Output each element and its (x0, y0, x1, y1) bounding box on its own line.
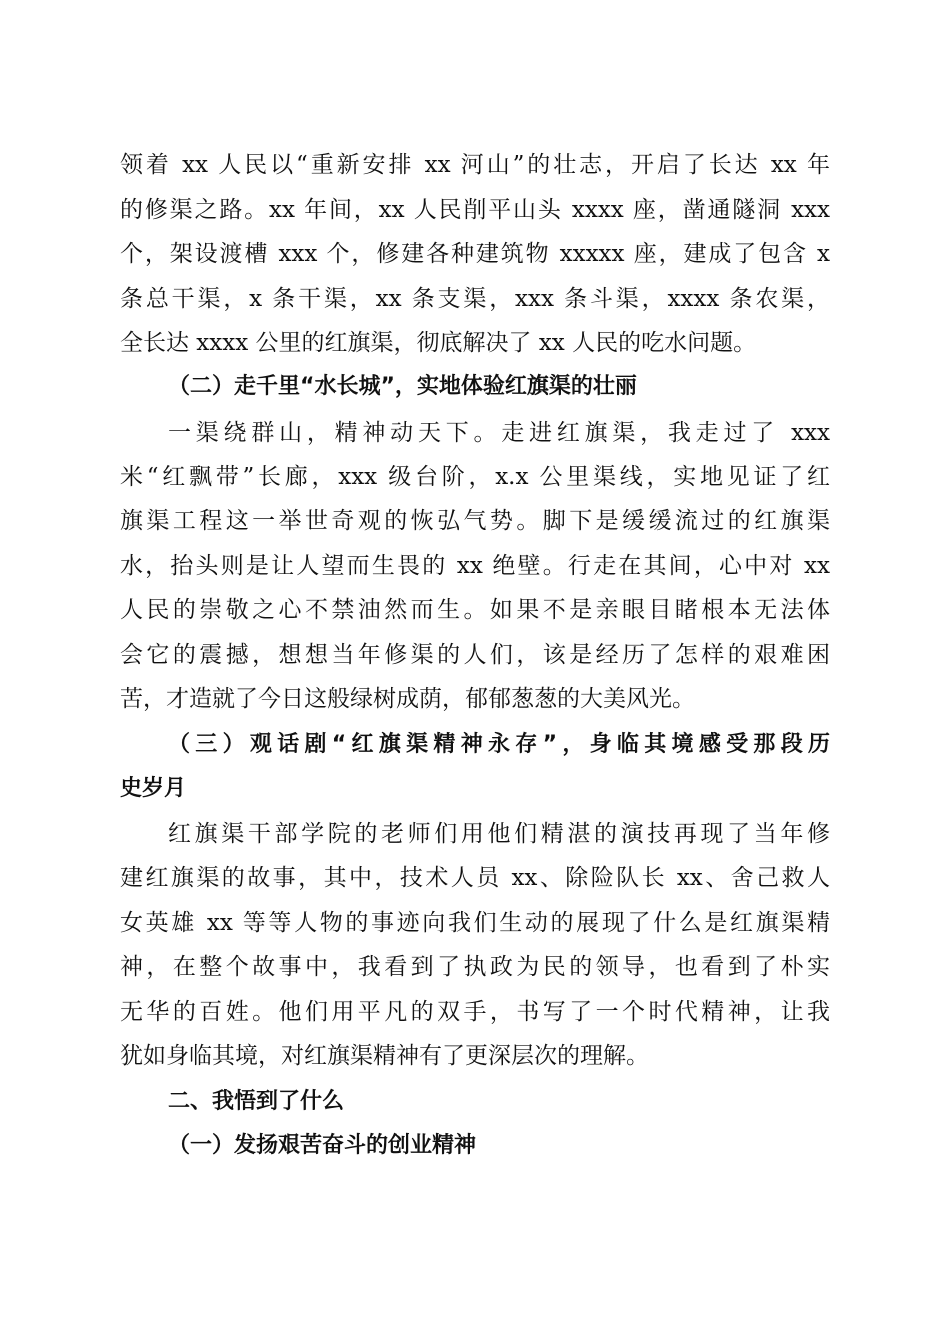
paragraph-line: 个，架设渡槽 xxx 个，修建各种建筑物 xxxxx 座，建成了包含 x (120, 241, 830, 267)
paragraph-line: 犹如身临其境，对红旗渠精神有了更深层次的理解。 (120, 1043, 649, 1069)
paragraph-line: 全长达 xxxx 公里的红旗渠，彻底解决了 xx 人民的吃水问题。 (120, 330, 757, 356)
subsection-heading: （二）走千里“水长城”，实地体验红旗渠的壮丽 (168, 374, 637, 399)
paragraph-line: 的修渠之路。xx 年间，xx 人民削平山头 xxxx 座，凿通隧洞 xxx (120, 197, 830, 223)
paragraph-line: 米“红飘带”长廊，xxx 级台阶，x.x 公里渠线，实地见证了红 (120, 464, 830, 490)
paragraph-line: 一渠绕群山，精神动天下。走进红旗渠，我走过了 xxx (168, 420, 830, 446)
paragraph-line: 红旗渠干部学院的老师们用他们精湛的演技再现了当年修 (168, 821, 830, 847)
paragraph-line: 人民的崇敬之心不禁油然而生。如果不是亲眼目睹根本无法体 (120, 597, 830, 623)
paragraph-line: 建红旗渠的故事，其中，技术人员 xx、除险队长 xx、舍己救人 (120, 865, 830, 891)
paragraph-line: 神，在整个故事中，我看到了执政为民的领导，也看到了朴实 (120, 954, 830, 980)
subsection-heading: （三）观话剧“红旗渠精神永存”，身临其境感受那段历 (168, 732, 830, 757)
subsection-heading: （一）发扬艰苦奋斗的创业精神 (168, 1133, 477, 1158)
paragraph-line: 旗渠工程这一举世奇观的恢弘气势。脚下是缓缓流过的红旗渠 (120, 508, 830, 534)
paragraph-line: 水，抬头则是让人望而生畏的 xx 绝壁。行走在其间，心中对 xx (120, 553, 830, 579)
paragraph-line: 领着 xx 人民以“重新安排 xx 河山”的壮志，开启了长达 xx 年 (120, 152, 830, 178)
paragraph-line: 会它的震撼，想想当年修渠的人们，该是经历了怎样的艰难困 (120, 642, 830, 668)
subsection-heading-continued: 史岁月 (120, 776, 187, 801)
section-heading: 二、我悟到了什么 (168, 1089, 345, 1114)
paragraph-line: 无华的百姓。他们用平凡的双手，书写了一个时代精神，让我 (120, 999, 830, 1025)
paragraph-line: 条总干渠，x 条干渠，xx 条支渠，xxx 条斗渠，xxxx 条农渠， (120, 286, 830, 312)
paragraph-line: 女英雄 xx 等等人物的事迹向我们生动的展现了什么是红旗渠精 (120, 910, 830, 936)
paragraph-line: 苦，才造就了今日这般绿树成荫，郁郁葱葱的大美风光。 (120, 686, 695, 712)
